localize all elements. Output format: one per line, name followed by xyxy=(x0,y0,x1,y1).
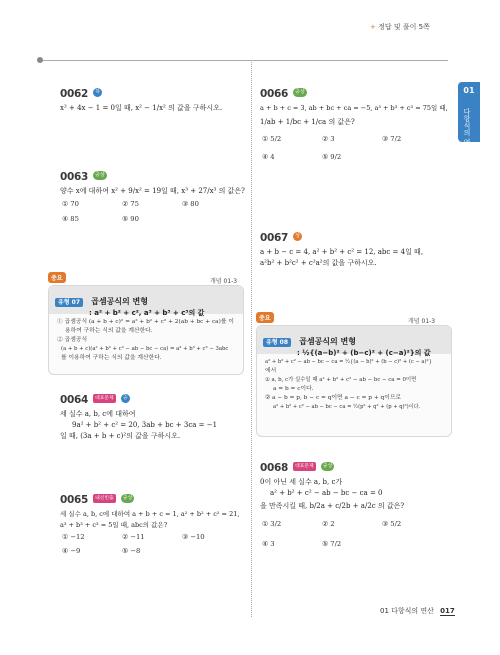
problem-0064 xyxy=(60,388,245,442)
choice-1[interactable]: ① 3/2 xyxy=(262,520,282,528)
problem-text: 일 때, (3a + b + c)²의 값을 구하시오. xyxy=(60,432,181,440)
choice-5[interactable]: ⑤ 90 xyxy=(122,215,139,223)
choice-5[interactable]: ⑤ −8 xyxy=(122,547,141,555)
concept-header xyxy=(49,286,243,317)
difficulty-badge: 중상 xyxy=(322,463,333,469)
problem-text: a³ + b³ + c³ = 5일 때, abc의 값은? xyxy=(60,521,168,529)
choice-4[interactable]: ④ 4 xyxy=(262,153,275,161)
choice-4[interactable]: ④ −9 xyxy=(62,547,81,555)
concept-line: ① a, b, c가 실수일 때 a² + b² + c² − ab − bc − ca = 0이면 xyxy=(265,377,417,383)
footer-text: 01 다항식의 연산 xyxy=(380,607,434,615)
type-badge: 유형 08 xyxy=(263,338,291,347)
column-divider xyxy=(251,62,252,617)
concept-line: ② a − b = p, b − c = q이면 a − c = p + q이므로 xyxy=(265,395,402,401)
problem-text: 1/ab + 1/bc + 1/ca 의 값은? xyxy=(260,118,355,126)
choice-3[interactable]: ③ 7/2 xyxy=(382,135,402,143)
page-number: 017 xyxy=(440,607,455,615)
concept-subtitle: : a² + b² + c², a³ + b³ + c³의 값 xyxy=(89,309,205,317)
problem-number: 0063 xyxy=(60,171,89,183)
choice-2[interactable]: ② 2 xyxy=(322,520,335,528)
concept-label-07 xyxy=(48,272,66,283)
concept-title: 곱셈공식의 변형 xyxy=(299,337,357,346)
footer xyxy=(380,606,455,616)
concept-box-08 xyxy=(256,325,452,437)
problem-number: 0064 xyxy=(60,394,89,406)
concept-line: a = b = c이다. xyxy=(273,386,314,392)
frequent-tag: 내신빈출 xyxy=(95,496,114,501)
choice-1[interactable]: ① 5/2 xyxy=(262,135,282,143)
problem-0068 xyxy=(260,456,455,512)
concept-line: 용하여 구하는 식의 값을 계산한다. xyxy=(65,328,153,334)
problem-0065 xyxy=(60,488,248,531)
choice-1[interactable]: ① 70 xyxy=(62,200,79,208)
choice-3[interactable]: ③ 80 xyxy=(182,200,199,208)
problem-number: 0068 xyxy=(260,462,289,474)
problem-text: 9a² + b² + c² = 20, 3ab + bc + 3ca = −1 xyxy=(72,421,218,429)
problem-0066 xyxy=(260,82,455,128)
concept-box-07 xyxy=(48,285,244,375)
representative-tag: 대표문제 xyxy=(95,396,114,401)
concept-ref-07: 개념 01-3 xyxy=(210,278,238,285)
difficulty-badge: 하 xyxy=(93,88,102,97)
concept-label-08 xyxy=(256,312,274,323)
difficulty-badge: 중 xyxy=(121,394,130,403)
problem-text: 0이 아닌 세 실수 a, b, c가 xyxy=(260,478,343,486)
difficulty-badge: 중상 xyxy=(95,172,105,178)
concept-label-text: 중요 xyxy=(51,275,63,282)
representative-tag: 대표문제 xyxy=(295,464,314,469)
concept-line: (a + b + c)(a² + b² + c² − ab − bc − ca) = a³ + b³ + c³ − 3abc xyxy=(61,346,229,352)
side-tab-number: 01 xyxy=(463,86,475,95)
concept-subtitle: : ½{(a−b)² + (b−c)² + (c−a)²}의 값 xyxy=(297,349,431,357)
problem-number: 0066 xyxy=(260,88,289,100)
difficulty-badge: 상 xyxy=(293,232,302,241)
header-rule-dot xyxy=(37,57,43,63)
problem-number: 0067 xyxy=(260,232,289,244)
header-link[interactable]: + 정답 및 풀이 5쪽 xyxy=(370,23,430,31)
choice-3[interactable]: ③ 5/2 xyxy=(382,520,402,528)
choice-2[interactable]: ② 75 xyxy=(122,200,139,208)
concept-title: 곱셈공식의 변형 xyxy=(91,297,149,306)
problem-text: a + b − c = 4, a² + b² + c² = 12, abc = 4일 때, xyxy=(260,248,424,256)
concept-line: a² + b² + c² − ab − bc − ca = ½(p² + q² + (p + q)²)이다. xyxy=(273,404,421,410)
concept-line: ② 곱셈공식 xyxy=(57,337,88,343)
concept-line: 를 이용하여 구하는 식의 값을 계산한다. xyxy=(61,355,162,361)
header-link-text: 정답 및 풀이 5쪽 xyxy=(378,23,430,31)
choice-4[interactable]: ④ 3 xyxy=(262,540,275,548)
problem-number: 0065 xyxy=(60,494,89,506)
concept-header xyxy=(257,326,451,357)
problem-text: a + b + c = 3, ab + bc + ca = −5, a³ + b³ + c³ = 75일 때, xyxy=(260,104,448,112)
problem-text: 세 실수 a, b, c에 대하여 a + b + c = 1, a² + b² + c² = 21, xyxy=(60,510,240,518)
side-tab-label: 다항식의 연산 xyxy=(463,108,471,153)
concept-line: a² + b² + c² − ab − bc − ca = ½{(a − b)² + (b − c)² + (c − a)²} xyxy=(265,359,432,365)
difficulty-badge: 중상 xyxy=(295,89,305,95)
problem-0062 xyxy=(60,82,245,114)
header-rule xyxy=(38,60,448,61)
problem-0067 xyxy=(260,226,455,269)
problem-text: a²b² + b²c² + c²a²의 값을 구하시오. xyxy=(260,259,377,267)
problem-text: x² + 4x − 1 = 0일 때, x² − 1/x² 의 값을 구하시오. xyxy=(60,104,223,112)
choice-4[interactable]: ④ 85 xyxy=(62,215,79,223)
choice-5[interactable]: ⑤ 7/2 xyxy=(322,540,342,548)
problem-0063 xyxy=(60,165,245,197)
difficulty-badge: 중상 xyxy=(122,495,133,501)
problem-text: 양수 x에 대하여 x² + 9/x² = 19일 때, x³ + 27/x³ 의 값은? xyxy=(60,187,245,195)
type-badge: 유형 07 xyxy=(55,298,83,307)
concept-ref-08: 개념 01-3 xyxy=(408,318,436,325)
concept-line: 에서 xyxy=(265,368,277,374)
choice-2[interactable]: ② 3 xyxy=(322,135,335,143)
problem-text: 세 실수 a, b, c에 대하여 xyxy=(60,410,136,418)
concept-label-text: 중요 xyxy=(259,315,271,322)
problem-number: 0062 xyxy=(60,88,89,100)
choice-2[interactable]: ② −11 xyxy=(122,533,145,541)
choice-3[interactable]: ③ −10 xyxy=(182,533,205,541)
problem-text: a² + b² + c² − ab − bc − ca = 0 xyxy=(270,489,383,497)
choice-5[interactable]: ⑤ 9/2 xyxy=(322,153,342,161)
choice-1[interactable]: ① −12 xyxy=(62,533,85,541)
problem-text: 을 만족시킬 때, b/2a + c/2b + a/2c 의 값은? xyxy=(260,502,405,510)
concept-line: ① 곱셈공식 (a + b + c)² = a² + b² + c² + 2(ab + bc + ca)를 이 xyxy=(57,319,234,325)
